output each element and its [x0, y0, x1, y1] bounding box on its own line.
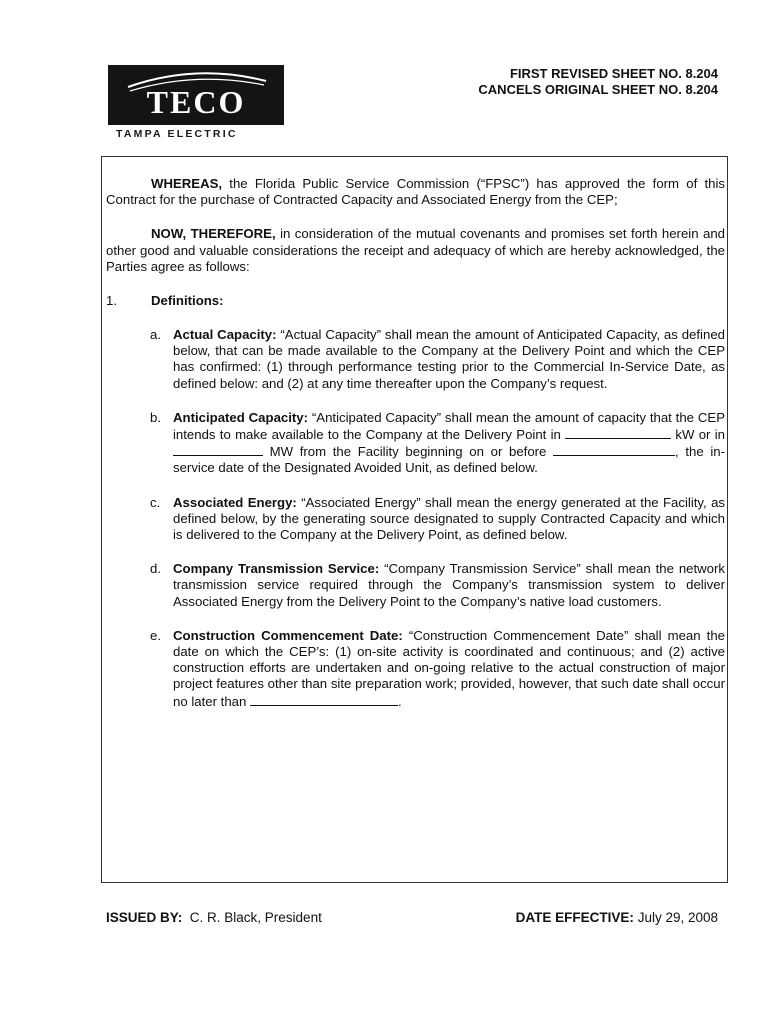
issued-value: C. R. Black, President: [189, 910, 322, 925]
item-text: [173, 628, 725, 710]
item-term: Construction Commencement Date:: [173, 627, 403, 643]
item-body: , the in-service date of the Designated Avoided Unit, as defined below.: [173, 444, 725, 476]
section-number: 1.: [106, 293, 117, 309]
section-heading: [106, 293, 725, 309]
definition-item: [106, 561, 725, 610]
item-body: .: [397, 693, 402, 709]
item-text: [173, 410, 725, 477]
item-text: [173, 327, 725, 392]
date-label: DATE EFFECTIVE:: [515, 910, 634, 925]
item-body: “Anticipated Capacity” shall mean the amount of capacity that the CEP intends to make available to the Company at the Delivery Point in: [173, 409, 725, 443]
item-term: Actual Capacity:: [173, 327, 277, 343]
definition-item: [106, 327, 725, 392]
item-letter: b.: [150, 409, 161, 425]
item-letter: a.: [150, 327, 161, 343]
item-letter: e.: [150, 627, 161, 643]
item-body: “Construction Commencement Date” shall mean the date on which the CEP’s: (1) on-site activity is coordinated and continuous; and (2) active construction efforts are undertaken and on-going relative to the actual construction of major project features other than site preparation work; provided, however, that such date shall occur no later than: [173, 627, 725, 709]
issued-label: ISSUED BY:: [106, 910, 183, 925]
date-effective: [516, 910, 718, 925]
definition-item: [106, 410, 725, 477]
date-blank-field[interactable]: [553, 443, 675, 456]
mw-blank-field[interactable]: [173, 443, 263, 456]
kw-blank-field[interactable]: [565, 426, 671, 439]
sheet-line-1: FIRST REVISED SHEET NO. 8.204: [509, 66, 718, 81]
whereas-lead: WHEREAS,: [151, 176, 223, 191]
item-term: Associated Energy:: [173, 494, 297, 510]
whereas-paragraph: [106, 176, 725, 208]
sheet-number: [478, 66, 718, 98]
item-term: Anticipated Capacity:: [173, 409, 309, 425]
document-body: [106, 176, 725, 728]
item-body: “Associated Energy” shall mean the energy generated at the Facility, as defined below, by the generating source designated to supply Contracted Capacity and which is delivered to the Company at the Delivery Point, as defined below.: [173, 494, 726, 543]
item-body: kW or in: [671, 427, 725, 443]
item-letter: d.: [150, 561, 161, 577]
item-body: “Actual Capacity” shall mean the amount of Anticipated Capacity, as defined below, that can be made available to the Company at the Delivery Point and which the CEP has confirmed: (1) through performance testing prior to the Commercial In-Service Date, as defined below: and (2) at any time thereafter upon the Company’s request.: [173, 327, 725, 391]
item-body: “Company Transmission Service” shall mean the network transmission service required through the Company’s transmission system to deliver Associated Energy from the Delivery Point to the Company’s native load customers.: [173, 561, 725, 609]
teco-logo-graphic: [108, 65, 284, 125]
sheet-line-2: CANCELS ORIGINAL SHEET NO. 8.204: [478, 82, 718, 97]
logo-text: TECO: [146, 84, 246, 120]
item-text: [173, 495, 725, 544]
definition-item: [106, 495, 725, 544]
issued-by: [106, 910, 322, 925]
now-text: in consideration of the mutual covenants and promises set forth herein and other good and valuable considerations the receipt and adequacy of which are hereby acknowledged, the Parties agree as follows:: [106, 226, 726, 274]
now-therefore-paragraph: [106, 226, 725, 275]
item-body: MW from the Facility beginning on or before: [263, 444, 554, 460]
item-text: [173, 561, 725, 610]
whereas-text: the Florida Public Service Commission (“FPSC”) has approved the form of this Contract for the purchase of Contracted Capacity and Associated Energy from the CEP;: [106, 176, 725, 208]
date-value: July 29, 2008: [637, 910, 718, 925]
definition-item: [106, 628, 725, 710]
now-lead: NOW, THEREFORE,: [151, 226, 276, 242]
section-title: Definitions:: [151, 293, 224, 309]
item-term: Company Transmission Service:: [173, 561, 380, 577]
teco-logo: [108, 65, 284, 125]
logo-subtitle: TAMPA ELECTRIC: [116, 128, 238, 140]
deadline-blank-field[interactable]: [250, 693, 398, 706]
item-letter: c.: [150, 494, 161, 510]
